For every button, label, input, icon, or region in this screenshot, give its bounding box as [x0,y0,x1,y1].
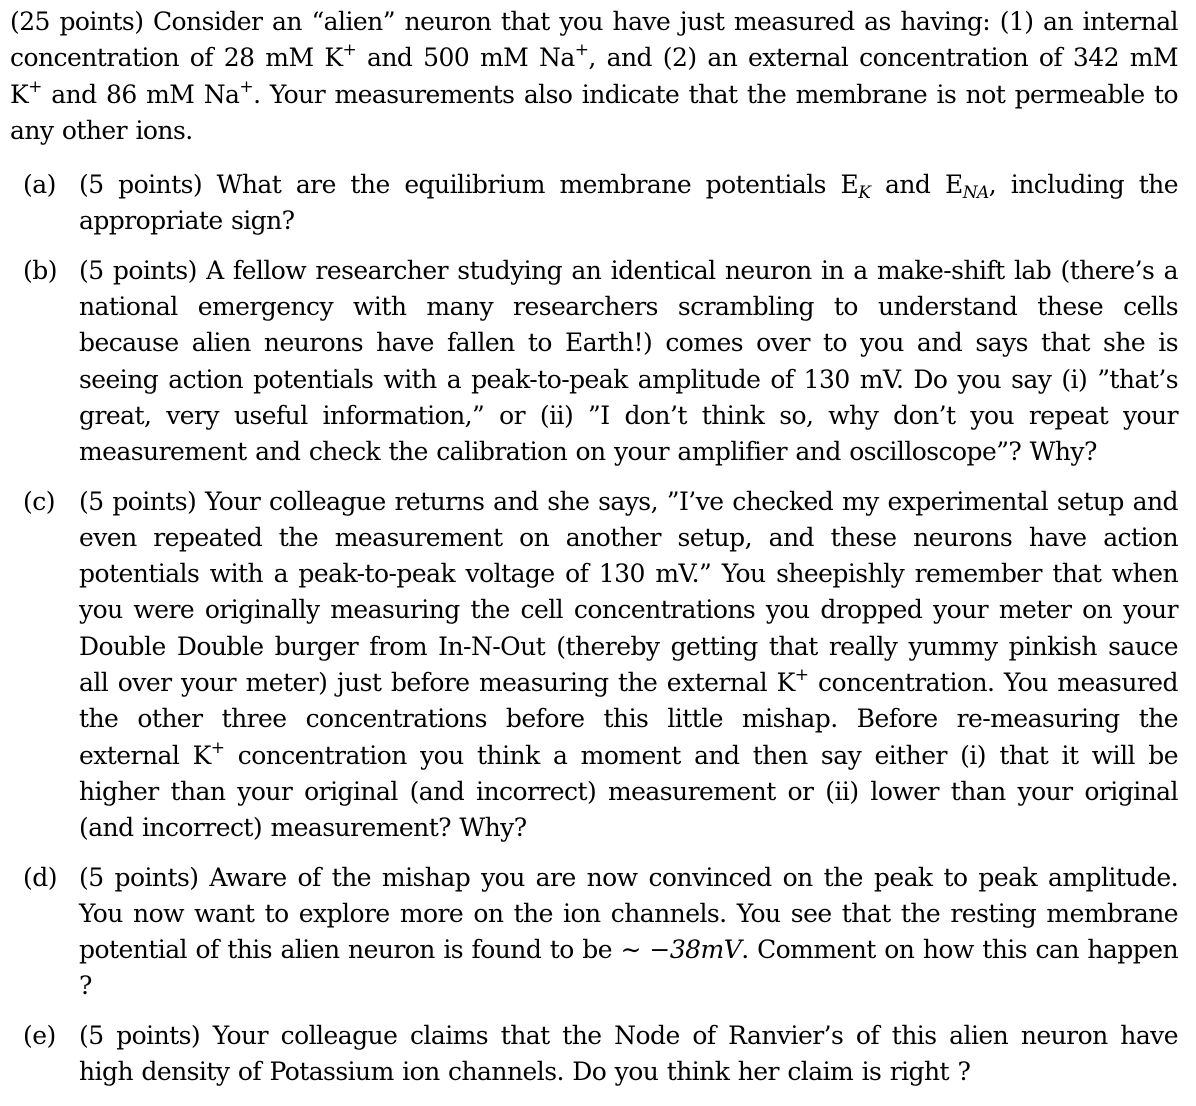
intro-text: (25 points) Consider an “alien” neuron that you have just measured as having: (1) an internal concentration of 28 mM [10,7,1178,73]
intro-text: and 500 mM [366,43,529,73]
part-label: (d) [23,862,58,892]
part-c [10,484,1178,847]
part-text: (5 points) What are the equilibrium membrane potentials $E_K$ and $E_{NA}$, including the appropriate sign? [79,170,1178,236]
part-e [10,1018,1178,1091]
intro-text: . Your measurements also indicate that the membrane is not permeable to any other ions. [10,79,1178,145]
charge-symbol: + [210,737,225,758]
ion-na-internal: Na+ [539,40,589,73]
charge-symbol: + [574,40,589,61]
problem-intro [10,4,1178,149]
part-label: (c) [23,486,56,516]
part-text: (5 points) A fellow researcher studying an identical neuron in a make-shift lab (there’s a national emergency with many researchers scrambling to understand these cells because alien neurons have fallen to Earth!) comes over to you and says that she is seeing action potentials with a peak-to-peak amplitude of 130 mV. Do you say (i) ”that’s great, very useful information,” or (ii) ”I don’t think so, why don’t you repeat your measurement and check the calibration on your amplifier and oscilloscope”? Why? [79,255,1178,467]
charge-symbol: + [239,76,254,97]
potential-ek: $E_K$ [840,170,871,204]
resting-potential-value: ∼ −38mV [620,935,742,965]
part-text: (5 points) Aware of the mishap you are now convinced on the peak to peak amplitude. You now want to explore more on the ion channels. You see that the resting membrane potential of this alien neuron is found to be ∼ −38mV. Comment on how this can happen ? [79,862,1178,1001]
part-a [10,167,1178,240]
ion-na-external: Na+ [203,76,254,109]
intro-text: , and (2) an external concentration of 342 mM [588,43,1178,73]
part-text: (5 points) Your colleague returns and she says, ”I’ve checked my experimental setup and even repeated the measurement on another setup, and these neurons have action potentials with a peak-to-peak voltage of 130 mV.” You sheepishly remember that when you were originally measuring the cell concentrations you dropped your meter on your Double Double burger from In-N-Out (thereby getting that really yummy pinkish sauce all over your meter) just before measuring the external K+ concentration. You measured the other three concentrations before this little mishap. Before re-measuring the external K+ concentration you think a moment and then say either (i) that it will be higher than your original (and incorrect) measurement or (ii) lower than your original (and incorrect) measurement? Why? [79,486,1178,843]
charge-symbol: + [342,40,357,61]
part-text: (5 points) Your colleague claims that the Node of Ranvier’s of this alien neuron have high density of Potassium ion channels. Do you think her claim is right ? [79,1020,1178,1087]
part-d [10,860,1178,1005]
ion-k-external: K+ [10,76,42,109]
charge-symbol: + [794,665,809,686]
part-label: (e) [23,1020,56,1050]
part-label: (a) [23,170,56,200]
part-label: (b) [23,255,58,285]
intro-text: and 86 mM [51,79,195,109]
ion-k-external: K+ [192,737,225,770]
potential-ena: $E_{NA}$ [944,170,989,204]
question-parts [10,167,1178,1090]
ion-k-internal: K+ [324,40,357,73]
ion-k-external: K+ [776,665,809,698]
part-b [10,253,1178,471]
charge-symbol: + [28,76,42,97]
